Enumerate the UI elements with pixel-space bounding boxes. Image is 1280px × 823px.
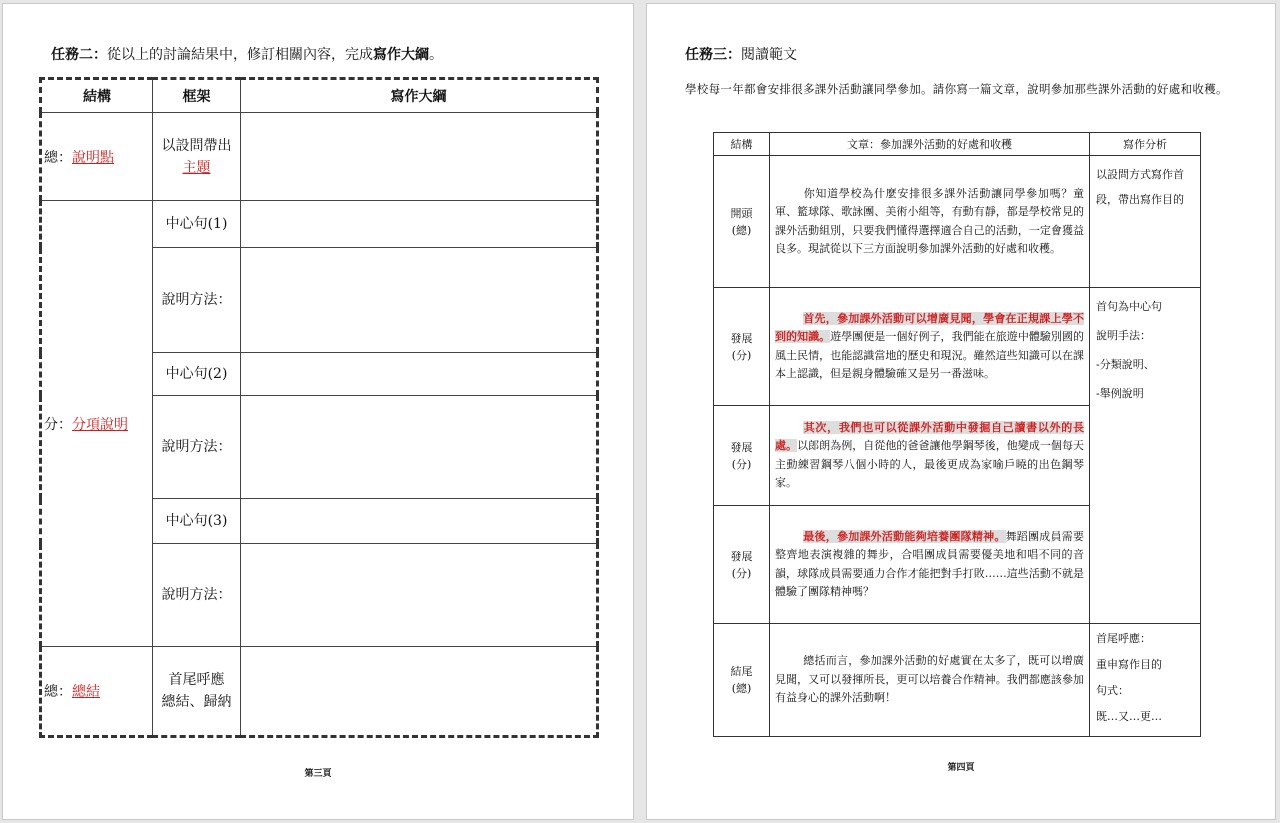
analysis-line: 首尾呼應：: [1096, 632, 1151, 645]
task-three-label: 任務三：: [685, 47, 741, 63]
frame-end-line2: 總結、歸納: [161, 694, 232, 710]
analysis-line: 首句為中心句: [1096, 300, 1162, 313]
task-two-text: 從以上的討論結果中，修訂相關內容，完成: [107, 47, 373, 63]
frame-end-line1: 首尾呼應: [168, 672, 225, 688]
analysis-line: 句式：: [1096, 684, 1129, 697]
essay-text: 舞蹈團成員需要整齊地表演複雜的舞步，合唱團成員需要優美地和唱不同的音韻，球隊成員需要通力合作才能把對手打敗……這些活動不就是體驗了團隊精神嗎？: [775, 529, 1085, 598]
struct-intro-red: 說明點: [72, 149, 114, 166]
section-label-2: (分): [731, 348, 752, 362]
task-two-title: [51, 44, 443, 64]
outline-intro-cell[interactable]: [241, 113, 598, 201]
section-label-1: 結尾: [730, 665, 753, 678]
struct-end: [41, 647, 153, 737]
analysis-line: -舉例說明: [1096, 387, 1144, 400]
highlighted-topic-sentence: 最後，參加課外活動能夠培養團隊精神。: [803, 529, 1006, 543]
outline-method-3-cell[interactable]: [241, 544, 598, 647]
analysis-line: 說明手法：: [1096, 329, 1151, 342]
section-label-2: (分): [731, 566, 752, 580]
essay-text: 總括而言，參加課外活動的好處實在太多了，既可以增廣見聞，又可以發揮所長，更可以培養合作精神。我們都應該參加有益身心的課外活動啊！: [775, 654, 1084, 705]
center-sentence-3: 中心句(3): [153, 499, 241, 544]
task-three-title: [685, 44, 797, 64]
essay-paragraph-3: [770, 406, 1090, 506]
method-2: 說明方法：: [153, 396, 241, 499]
struct-end-red: 總結: [72, 684, 100, 700]
task-two-bold: 寫作大綱: [373, 47, 429, 63]
outline-center-2-cell[interactable]: [241, 353, 598, 396]
essay-paragraph-5: [770, 624, 1090, 737]
page-number: 第三頁: [304, 769, 332, 779]
page-four: [646, 3, 1276, 820]
struct-intro: [41, 113, 153, 201]
outline-table: [39, 77, 599, 738]
struct-body: [41, 201, 153, 647]
essay-paragraph-4: [770, 506, 1090, 624]
section-label-2: (總): [731, 223, 752, 237]
section-label-2: (分): [731, 457, 752, 471]
section-label: [714, 156, 770, 288]
essay-paragraph-2: [770, 288, 1090, 406]
outline-method-1-cell[interactable]: [241, 248, 598, 353]
struct-end-prefix: 總：: [44, 684, 72, 700]
frame-end: [153, 647, 241, 737]
struct-intro-prefix: 總：: [44, 149, 72, 166]
model-essay-table: [713, 132, 1201, 737]
page-three: [2, 3, 634, 820]
section-label: [714, 406, 770, 506]
section-label-1: 發展: [730, 440, 753, 454]
analysis-line: 重申寫作目的: [1096, 658, 1162, 671]
analysis-line: 既…又…更…: [1096, 710, 1162, 723]
header-structure: 結構: [41, 79, 153, 113]
header-outline: 寫作大綱: [241, 79, 598, 113]
essay-paragraph-1: [770, 156, 1090, 288]
highlighted-topic-sentence: 首先，參加課外活動可以增廣見聞，學會在正規課上學不到的知識。: [775, 311, 1084, 343]
highlighted-topic-sentence: 其次，我們也可以從課外活動中發掘自己讀書以外的長處。: [775, 420, 1084, 452]
section-label: [714, 624, 770, 737]
essay-text: 遊學團便是一個好例子，我們能在旅遊中體驗別國的風土民情，也能認識當地的歷史和現況。雖然這些知識可以在課本上認識，但是親身體驗確又是另一番滋味。: [775, 330, 1085, 380]
section-label-2: (總): [731, 682, 752, 695]
essay-text: 以郎朗為例，自從他的爸爸讓他學鋼琴後，他變成一個每天主動練習鋼琴八個小時的人，最後更成為家喻戶曉的出色鋼琴家。: [775, 439, 1085, 489]
frame-intro-red: 主題: [182, 159, 211, 176]
task-three-text: 閱讀範文: [741, 47, 797, 63]
analysis-intro: 以設問方式寫作首段，帶出寫作目的: [1090, 156, 1201, 288]
section-label-1: 開頭: [730, 206, 753, 220]
section-label-1: 發展: [730, 331, 753, 345]
header-analysis: 寫作分析: [1090, 133, 1201, 156]
frame-intro: [153, 113, 241, 201]
outline-end-cell[interactable]: [241, 647, 598, 737]
center-sentence-1: 中心句(1): [153, 201, 241, 248]
section-label: [714, 506, 770, 624]
analysis-body: [1090, 288, 1201, 624]
header-structure: 結構: [714, 133, 770, 156]
header-framework: 框架: [153, 79, 241, 113]
outline-center-3-cell[interactable]: [241, 499, 598, 544]
essay-text: 你知道學校為什麼安排很多課外活動讓同學參加嗎？童軍、籃球隊、歌詠團、美術小組等，有動有靜，都是學校常見的課外活動組別，只要我們懂得選擇適合自己的活動，一定會獲益良多。現試從以下三方面說明參加課外活動的好處和收穫。: [775, 186, 1084, 255]
analysis-conclusion: [1090, 624, 1201, 737]
outline-center-1-cell[interactable]: [241, 201, 598, 248]
method-1: 說明方法：: [153, 248, 241, 353]
prompt-text: 學校每一年都會安排很多課外活動讓同學參加。請你寫一篇文章，說明參加那些課外活動的好處和收穫。: [685, 82, 1228, 96]
task-two-end: 。: [429, 47, 443, 63]
page-number: 第四頁: [947, 763, 975, 773]
struct-body-red: 分項說明: [72, 416, 128, 433]
header-essay: 文章：參加課外活動的好處和收穫: [770, 133, 1090, 156]
frame-intro-line1: 以設問帶出: [161, 137, 232, 154]
outline-method-2-cell[interactable]: [241, 396, 598, 499]
struct-body-prefix: 分：: [44, 416, 72, 433]
center-sentence-2: 中心句(2): [153, 353, 241, 396]
method-3: 說明方法：: [153, 544, 241, 647]
task-two-label: 任務二：: [51, 47, 107, 63]
section-label-1: 發展: [730, 549, 753, 563]
section-label: [714, 288, 770, 406]
analysis-line: -分類說明、: [1096, 358, 1155, 371]
